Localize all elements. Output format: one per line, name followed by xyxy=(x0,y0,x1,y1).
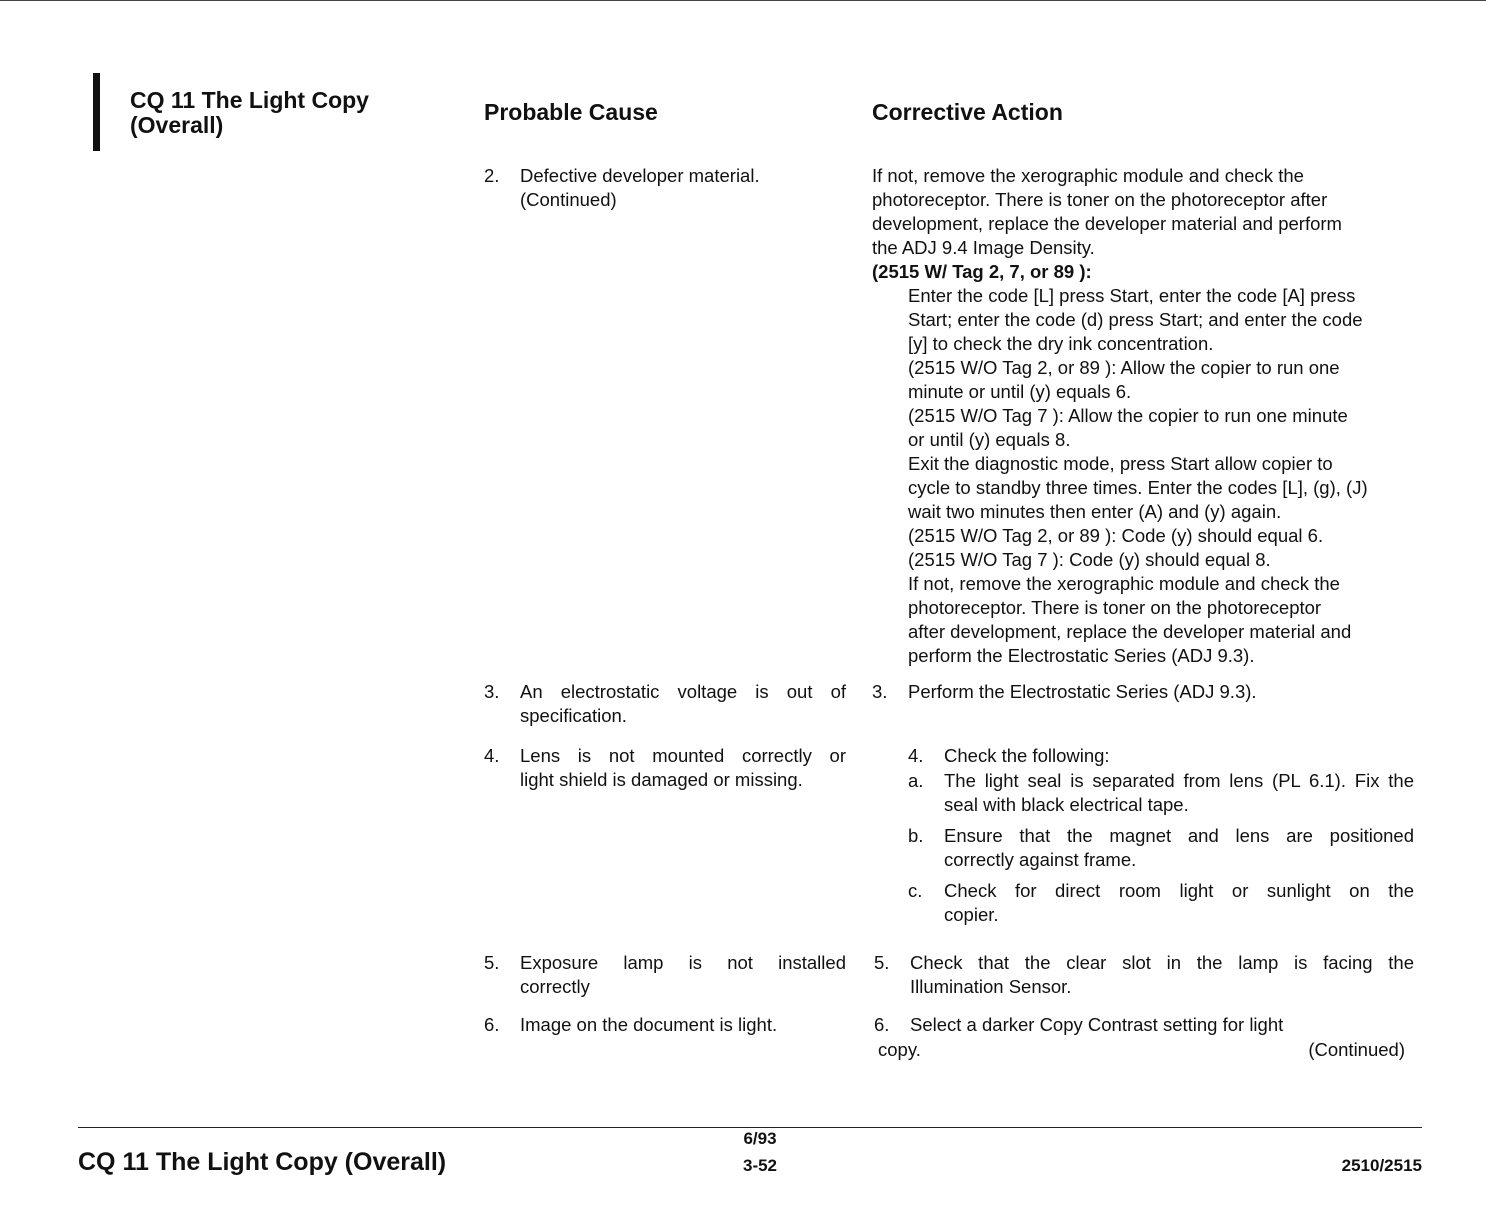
action-2-step-line: (2515 W/O Tag 2, or 89 ): Allow the copier to run one xyxy=(908,357,1340,378)
action-2-step-line: perform the Electrostatic Series (ADJ 9.3). xyxy=(908,645,1255,666)
action-4c-letter: c. xyxy=(908,880,923,901)
action-4-text: Check the following: xyxy=(944,745,1110,766)
action-2-step-line: (2515 W/O Tag 2, or 89 ): Code (y) should equal 6. xyxy=(908,525,1324,546)
action-2-step-line: (2515 W/O Tag 7 ): Code (y) should equal 8. xyxy=(908,549,1271,570)
section-title xyxy=(130,88,430,138)
cause-2-text xyxy=(520,164,850,212)
action-5-line1: Check that the clear slot in the lamp is facing the xyxy=(910,952,1414,973)
action-2-step-line: or until (y) equals 8. xyxy=(908,429,1071,450)
action-4a-line2: seal with black electrical tape. xyxy=(944,794,1189,815)
footer-rule xyxy=(78,1127,1422,1128)
action-4a-text xyxy=(944,769,1414,817)
action-4b-text xyxy=(944,824,1414,872)
corrective-action-header: Corrective Action xyxy=(872,99,1063,125)
cause-4-text xyxy=(520,744,846,792)
action-2-line: the ADJ 9.4 Image Density. xyxy=(872,237,1095,258)
action-4b-letter: b. xyxy=(908,825,924,846)
cause-6-number: 6. xyxy=(484,1014,500,1035)
footer-date: 6/93 xyxy=(743,1129,777,1148)
action-2-step-line: minute or until (y) equals 6. xyxy=(908,381,1132,402)
probable-cause-header: Probable Cause xyxy=(484,99,658,125)
action-2-step-line: [y] to check the dry ink concentration. xyxy=(908,333,1214,354)
action-4c-line1: Check for direct room light or sunlight on the xyxy=(944,880,1414,901)
action-4-number: 4. xyxy=(908,745,924,766)
action-2-line: photoreceptor. There is toner on the photoreceptor after xyxy=(872,189,1328,210)
action-2-step-line: after development, replace the developer material and xyxy=(908,621,1352,642)
action-5-number: 5. xyxy=(874,952,890,973)
cause-2-line2: (Continued) xyxy=(520,189,617,210)
action-2-step-line: photoreceptor. There is toner on the photoreceptor xyxy=(908,597,1322,618)
section-title-line1: CQ 11 The Light Copy xyxy=(130,87,369,113)
continued-note: (Continued) xyxy=(1308,1039,1405,1060)
action-2-line: development, replace the developer material and perform xyxy=(872,213,1342,234)
footer-title: CQ 11 The Light Copy (Overall) xyxy=(78,1148,447,1176)
cause-2-number: 2. xyxy=(484,165,500,186)
cause-3-text xyxy=(520,680,846,728)
cause-3-line1: An electrostatic voltage is out of xyxy=(520,681,846,702)
section-title-line2: (Overall) xyxy=(130,112,224,138)
footer-model: 2510/2515 xyxy=(1341,1156,1422,1175)
action-4c-line2: copier. xyxy=(944,904,999,925)
cause-6-text: Image on the document is light. xyxy=(520,1014,778,1035)
cause-4-line2: light shield is damaged or missing. xyxy=(520,769,803,790)
action-2-step-line: (2515 W/O Tag 7 ): Allow the copier to run one minute xyxy=(908,405,1348,426)
cause-4-number: 4. xyxy=(484,745,500,766)
action-4b-line2: correctly against frame. xyxy=(944,849,1137,870)
action-2-step-line: cycle to standby three times. Enter the codes [L], (g), (J) xyxy=(908,477,1368,498)
cause-2-line1: Defective developer material. xyxy=(520,165,760,186)
action-2-step-line: wait two minutes then enter (A) and (y) again. xyxy=(908,501,1282,522)
footer-page-number: 3-52 xyxy=(742,1156,778,1175)
action-4a-letter: a. xyxy=(908,770,924,791)
cause-5-text xyxy=(520,951,846,999)
cause-5-line1: Exposure lamp is not installed xyxy=(520,952,846,973)
action-5-text xyxy=(910,951,1414,999)
cause-5-line2: correctly xyxy=(520,976,590,997)
action-4a-line1: The light seal is separated from lens (PL 6.1). Fix the xyxy=(944,770,1414,791)
cause-4-line1: Lens is not mounted correctly or xyxy=(520,745,846,766)
action-2-step-line: Enter the code [L] press Start, enter the code [A] press xyxy=(908,285,1356,306)
action-2-step-line: Start; enter the code (d) press Start; and enter the code xyxy=(908,309,1363,330)
action-6-line2: copy. xyxy=(878,1039,921,1060)
action-6-number: 6. xyxy=(874,1014,890,1035)
action-2-step-line: Exit the diagnostic mode, press Start allow copier to xyxy=(908,453,1333,474)
action-2-tag-label: (2515 W/ Tag 2, 7, or 89 ): xyxy=(872,261,1092,282)
action-2-step-line: If not, remove the xerographic module and check the xyxy=(908,573,1340,594)
action-4b-line1: Ensure that the magnet and lens are positioned xyxy=(944,825,1414,846)
action-3-number: 3. xyxy=(872,681,888,702)
cause-3-number: 3. xyxy=(484,681,500,702)
action-6-line1: Select a darker Copy Contrast setting for light xyxy=(910,1014,1284,1035)
action-5-line2: Illumination Sensor. xyxy=(910,976,1072,997)
cause-3-line2: specification. xyxy=(520,705,627,726)
action-3-text: Perform the Electrostatic Series (ADJ 9.3). xyxy=(908,681,1257,702)
top-border-line xyxy=(0,0,1486,1)
action-2-line: If not, remove the xerographic module and check the xyxy=(872,165,1304,186)
action-4c-text xyxy=(944,879,1414,927)
action-2-intro xyxy=(872,164,1412,284)
cause-5-number: 5. xyxy=(484,952,500,973)
revision-change-bar xyxy=(93,73,100,151)
action-2-procedure xyxy=(908,284,1418,668)
